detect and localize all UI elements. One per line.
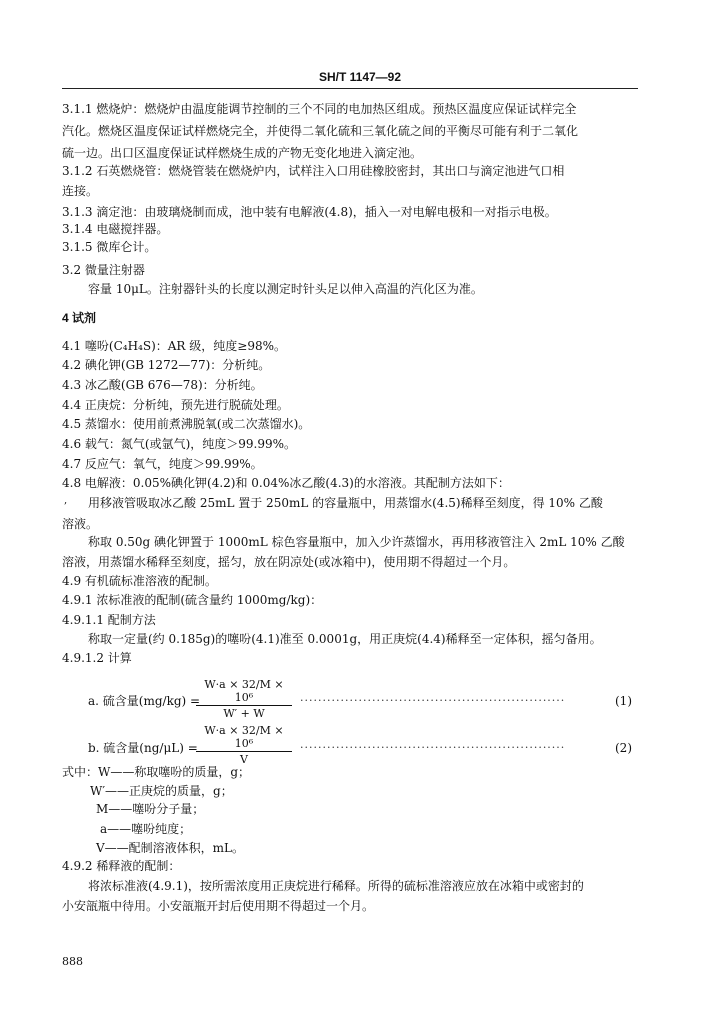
- equation-1-denominator: W′ + W: [223, 707, 265, 720]
- text-line: 4.4 正庚烷：分析纯，预先进行脱硫处理。: [62, 398, 289, 412]
- page-number: 888: [62, 955, 83, 968]
- text-line: 4.2 碘化钾(GB 1272—77)：分析纯。: [62, 358, 271, 372]
- text-line: 称取一定量(约 0.185g)的噻吩(4.1)准至 0.0001g，用正庚烷(4.4)稀释至一定体积，摇匀备用。: [88, 632, 602, 646]
- chapter-heading: 4 试剂: [62, 311, 97, 325]
- text-line: 用移液管吸取冰乙酸 25mL 置于 250mL 的容量瓶中，用蒸馏水(4.5)稀释至刻度，得 10% 乙酸: [88, 496, 603, 510]
- section-heading: 4.9.1 浓标准液的配制(硫含量约 1000mg/kg)：: [62, 593, 323, 607]
- text-line: 称取 0.50g 碘化钾置于 1000mL 棕色容量瓶中，加入少许蒸馏水，再用移液管注入 2mL 10% 乙酸: [88, 535, 625, 549]
- text-line: 3.1.1 燃烧炉：燃烧炉由温度能调节控制的三个不同的电加热区组成。预热区温度应保证试样完全: [62, 102, 577, 116]
- equation-1-fraction: [196, 678, 292, 720]
- equation-2-leader-dots: ···························································: [300, 741, 566, 754]
- text-line: 将浓标准液(4.9.1)，按所需浓度用正庚烷进行稀释。所得的硫标准溶液应放在冰箱中或密封的: [88, 879, 584, 893]
- standard-code-header: SH/T 1147—92: [318, 70, 402, 84]
- section-heading: 4.9.1.2 计算: [62, 651, 132, 665]
- text-line: 硫一边。出口区温度保证试样燃烧生成的产物无变化地进入滴定池。: [62, 146, 423, 160]
- text-line: 3.1.4 电磁搅拌器。: [62, 222, 169, 236]
- variable-definition: V——配制溶液体积，mL。: [96, 841, 245, 855]
- text-line: 溶液，用蒸馏水稀释至刻度，摇匀，放在阴凉处(或冰箱中)，使用期不得超过一个月。: [62, 555, 516, 569]
- equation-2-numerator: W·a × 32/M × 10⁶: [204, 724, 284, 750]
- scan-mark: ,: [64, 495, 68, 506]
- header-divider: [62, 88, 638, 89]
- text-line: 溶液。: [62, 517, 99, 531]
- equation-1-number: (1): [615, 694, 632, 708]
- text-line: 小安瓿瓶中待用。小安瓿瓶开封后使用期不得超过一个月。: [62, 899, 375, 913]
- text-line: 容量 10μL。注射器针头的长度以测定时针头足以伸入高温的汽化区为准。: [88, 282, 483, 296]
- text-line: 3.1.3 滴定池：由玻璃烧制而成，池中装有电解液(4.8)，插入一对电解电极和一对指示电极。: [62, 205, 557, 219]
- section-heading: 4.9.2 稀释液的配制：: [62, 859, 181, 873]
- equation-1-label: a. 硫含量(mg/kg) =: [88, 694, 201, 708]
- equation-1-fraction-bar: [196, 705, 292, 706]
- variable-definition: M——噻吩分子量；: [96, 802, 205, 816]
- text-line: 3.1.2 石英燃烧管：燃烧管装在燃烧炉内，试样注入口用硅橡胶密封，其出口与滴定池进气口相: [62, 164, 565, 178]
- section-heading: 4.9.1.1 配制方法: [62, 613, 156, 627]
- section-heading: 3.2 微量注射器: [62, 263, 145, 277]
- equation-2-label: b. 硫含量(ng/μL) =: [88, 741, 198, 755]
- equation-2-number: (2): [615, 741, 632, 755]
- text-line: 4.7 反应气：氧气，纯度＞99.99%。: [62, 457, 263, 471]
- variable-definition: a——噻吩纯度；: [100, 822, 192, 836]
- section-heading: 4.9 有机硫标准溶液的配制。: [62, 574, 217, 588]
- equation-2-fraction-bar: [196, 751, 292, 752]
- text-line: 4.8 电解液：0.05%碘化钾(4.2)和 0.04%冰乙酸(4.3)的水溶液。其配制方法如下：: [62, 476, 510, 490]
- text-line: 3.1.5 微库仑计。: [62, 240, 157, 254]
- equation-1-numerator: W·a × 32/M × 10⁶: [204, 678, 284, 704]
- text-line: 汽化。燃烧区温度保证试样燃烧完全，并使得二氧化硫和三氧化硫之间的平衡尽可能有利于二氧化: [62, 124, 579, 138]
- equation-2-denominator: V: [240, 753, 248, 766]
- text-line: 4.6 载气：氮气(或氩气)，纯度＞99.99%。: [62, 437, 297, 451]
- text-line: 4.5 蒸馏水：使用前煮沸脱氧(或二次蒸馏水)。: [62, 417, 311, 431]
- equation-1-leader-dots: ···························································: [300, 694, 566, 707]
- text-line: 4.3 冰乙酸(GB 676—78)：分析纯。: [62, 378, 263, 392]
- variable-definition: 式中：W——称取噻吩的质量，g；: [62, 765, 251, 779]
- equation-2-fraction: [196, 724, 292, 766]
- variable-definition: W′——正庚烷的质量，g；: [90, 784, 233, 798]
- text-line: 4.1 噻吩(C₄H₄S)：AR 级，纯度≥98%。: [62, 339, 286, 353]
- text-line: 连接。: [62, 184, 99, 198]
